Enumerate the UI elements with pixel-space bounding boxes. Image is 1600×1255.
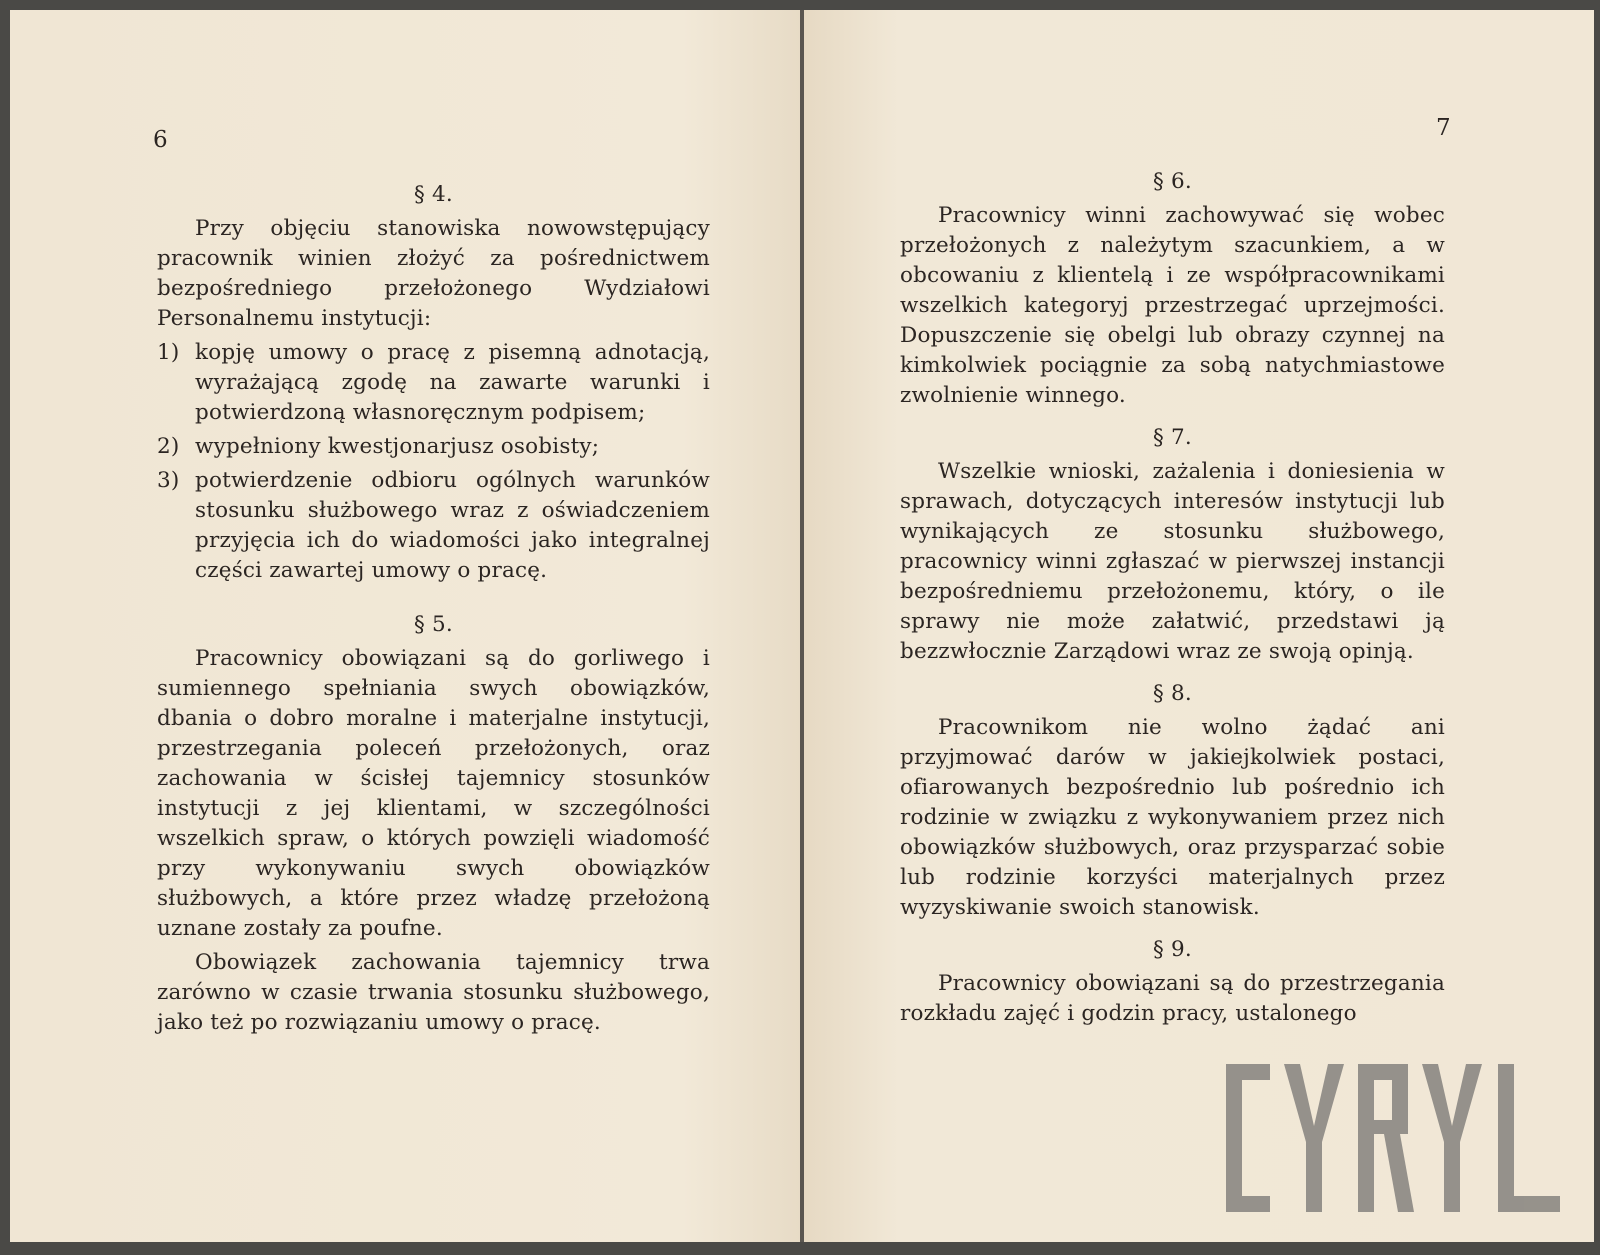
section-6-heading: § 6. bbox=[1153, 169, 1192, 194]
page-number-left: 6 bbox=[153, 127, 168, 153]
page-number-right: 7 bbox=[1436, 115, 1451, 141]
section-5-paragraph-1: Pracownicy obowiązani są do gorliwego i sumiennego spełniania swych obowiązków, dbania o dobro moralne i materjalne instytucji, przestrzegania poleceń przełożonych, oraz zachowania w ścisłej tajemnicy stosunków instytucji z jej klientami, w szczególności wszelkich spraw, o których powzięli wiadomość przy wykonywaniu swych obowiązków służbowych, a które przez władzę przełożoną uznane zostały za poufne. bbox=[157, 646, 710, 941]
section-5-paragraph-2: Obowiązek zachowania tajemnicy trwa zarówno w czasie trwania stosunku służbowego, jako też po rozwiązaniu umowy o pracę. bbox=[157, 950, 710, 1035]
left-page-text bbox=[157, 180, 710, 1042]
item-number: 3) bbox=[157, 468, 180, 493]
section-4-item-2 bbox=[157, 432, 710, 462]
cyryl-watermark-logo bbox=[1224, 1064, 1564, 1214]
right-page bbox=[804, 10, 1594, 1242]
item-text: kopję umowy o pracę z pisemną adnotacją, wyrażającą zgodę na zawarte warunki i potwierdzoną własnoręcznym podpisem; bbox=[195, 340, 710, 425]
section-7-heading: § 7. bbox=[1153, 425, 1192, 450]
section-5-heading: § 5. bbox=[414, 612, 453, 637]
section-4-intro: Przy objęciu stanowiska nowowstępujący pracownik winien złożyć za pośrednictwem bezpośredniego przełożonego Wydziałowi Personalnemu instytucji: bbox=[157, 216, 710, 331]
section-7-paragraph: Wszelkie wnioski, zażalenia i doniesienia w sprawach, dotyczących interesów instytucji lub wynikających ze stosunku służbowego, pracownicy winni zgłaszać w pierwszej instancji bezpośredniemu przełożonemu, który, o ile sprawy nie może załatwić, przedstawi ją bezzwłocznie Zarządowi wraz ze swoją opinją. bbox=[900, 459, 1445, 664]
section-4-item-1 bbox=[157, 338, 710, 428]
right-page-text bbox=[900, 167, 1445, 1033]
section-4-item-3 bbox=[157, 466, 710, 586]
item-number: 1) bbox=[157, 340, 180, 365]
left-page bbox=[10, 10, 802, 1242]
section-6-paragraph: Pracownicy winni zachowywać się wobec przełożonych z należytym szacunkiem, a w obcowaniu z klientelą i ze współpracownikami wszelkich kategoryj przestrzegać uprzejmości. Dopuszczenie się obelgi lub obrazy czynnej na kimkolwiek pociągnie za sobą natychmiastowe zwolnienie winnego. bbox=[900, 203, 1445, 408]
section-4-heading: § 4. bbox=[414, 182, 453, 207]
section-8-heading: § 8. bbox=[1153, 681, 1192, 706]
section-9-heading: § 9. bbox=[1153, 937, 1192, 962]
item-text: wypełniony kwestjonarjusz osobisty; bbox=[195, 434, 600, 459]
item-number: 2) bbox=[157, 434, 180, 459]
section-8-paragraph: Pracownikom nie wolno żądać ani przyjmować darów w jakiejkolwiek postaci, ofiarowanych bezpośrednio lub pośrednio ich rodzinie w związku z wykonywaniem przez nich obowiązków służbowych, oraz przysparzać sobie lub rodzinie korzyści materjalnych przez wyzyskiwanie swoich stanowisk. bbox=[900, 715, 1445, 920]
section-9-paragraph: Pracownicy obowiązani są do przestrzegania rozkładu zajęć i godzin pracy, ustalonego bbox=[900, 971, 1445, 1026]
item-text: potwierdzenie odbioru ogólnych warunków stosunku służbowego wraz z oświadczeniem przyjęcia ich do wiadomości jako integralnej części zawartej umowy o pracę. bbox=[195, 468, 710, 583]
